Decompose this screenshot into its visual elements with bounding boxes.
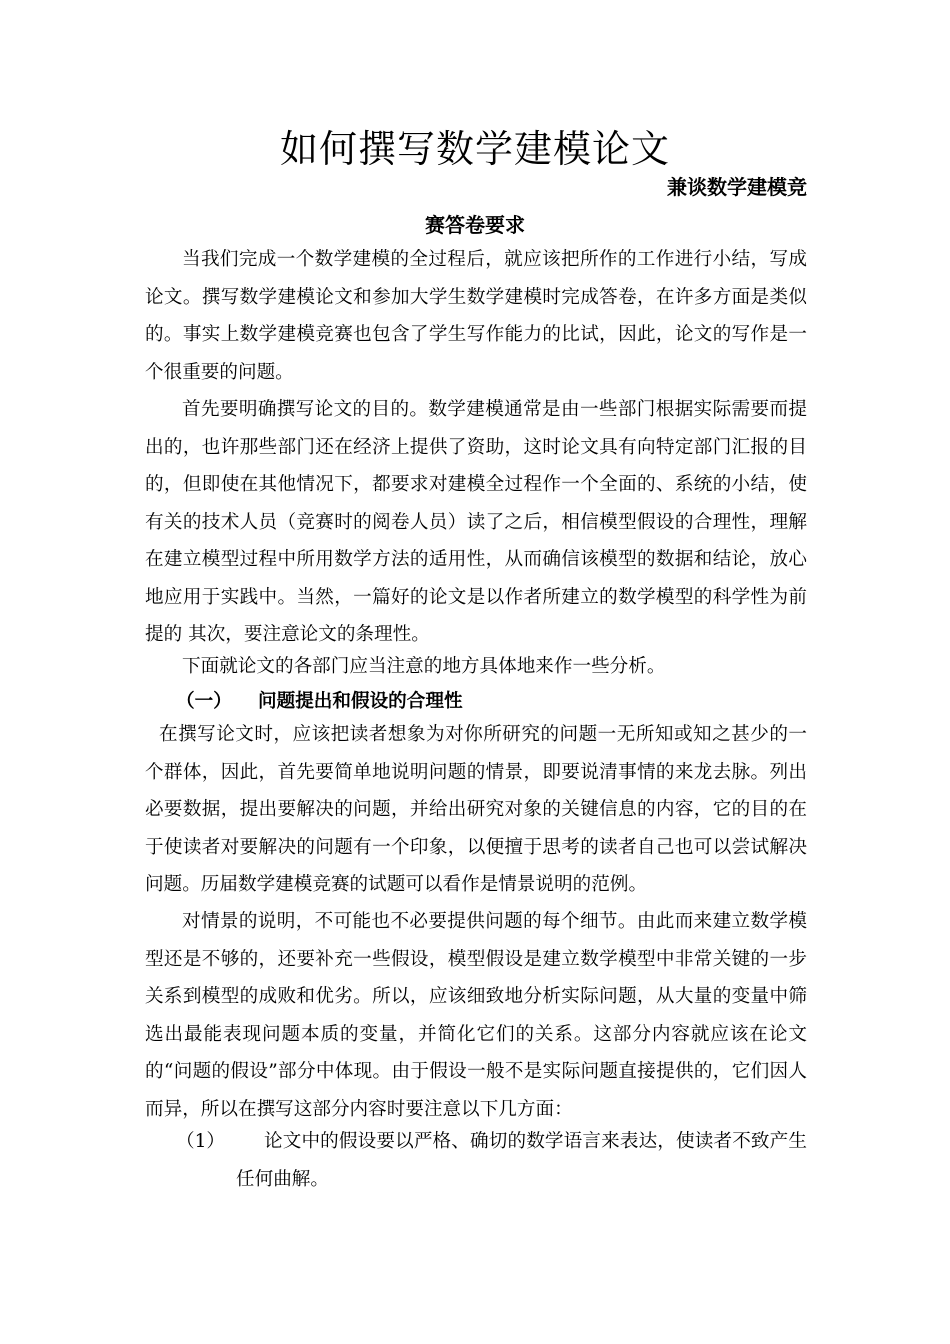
intro-paragraph-1: 当我们完成一个数学建模的全过程后，就应该把所作的工作进行小结，写成论文。撰写数学建模论文和参加大学生数学建模时完成答卷，在许多方面是类似的。事实上数学建模竞赛也包含了学生写作能力的比试，因此，论文的写作是一个很重要的问题。 xyxy=(145,249,807,383)
list-item-text: 论文中的假设要以严格、确切的数学语言来表达，使读者不致产生任何曲解。 xyxy=(236,1131,807,1190)
list-item xyxy=(176,1123,807,1198)
intro-paragraph-3: 下面就论文的各部门应当注意的地方具体地来作一些分析。 xyxy=(182,656,666,677)
intro-paragraph-2: 首先要明确撰写论文的目的。数学建模通常是由一些部门根据实际需要而提出的，也许那些部门还在经济上提供了资助，这时论文具有向特定部门汇报的目的，但即使在其他情况下，都要求对建模全过程作一个全面的、系统的小结，使有关的技术人员（竞赛时的阅卷人员）读了之后，相信模型假设的合理性，理解在建立模型过程中所用数学方法的适用性，从而确信该模型的数据和结论，放心地应用于实践中。当然，一篇好的论文是以作者所建立的数学模型的科学性为前提的 其次，要注意论文的条理性。 xyxy=(145,399,807,645)
section-paragraph-1: 在撰写论文时，应该把读者想象为对你所研究的问题一无所知或知之甚少的一个群体，因此，首先要简单地说明问题的情景，即要说清事情的来龙去脉。列出必要数据，提出要解决的问题，并给出研究对象的关键信息的内容，它的目的在于使读者对要解决的问题有一个印象，以便擅于思考的读者自己也可以尝试解决问题。历届数学建模竞赛的试题可以看作是情景说明的范例。 xyxy=(145,724,807,895)
list-item-marker: （1） xyxy=(176,1131,226,1152)
section-number: （一） xyxy=(176,691,232,712)
section-heading-text: 问题提出和假设的合理性 xyxy=(258,691,463,712)
section-paragraph-2: 对情景的说明，不可能也不必要提供问题的每个细节。由此而来建立数学模型还是不够的，还要补充一些假设，模型假设是建立数学模型中非常关键的一步关系到模型的成败和优劣。所以，应该细致地分析实际问题，从大量的变量中筛选出最能表现问题本质的变量，并简化它们的关系。这部分内容就应该在论文的“问题的假设”部分中体现。由于假设一般不是实际问题直接提供的，它们因人而异，所以在撰写这部分内容时要注意以下几方面： xyxy=(145,911,807,1120)
document-title: 如何撰写数学建模论文 xyxy=(279,127,670,171)
document-subtitle-line1: 兼谈数学建模竞 xyxy=(667,175,807,199)
document-subtitle-line2: 赛答卷要求 xyxy=(425,213,525,237)
section-heading xyxy=(176,683,463,721)
